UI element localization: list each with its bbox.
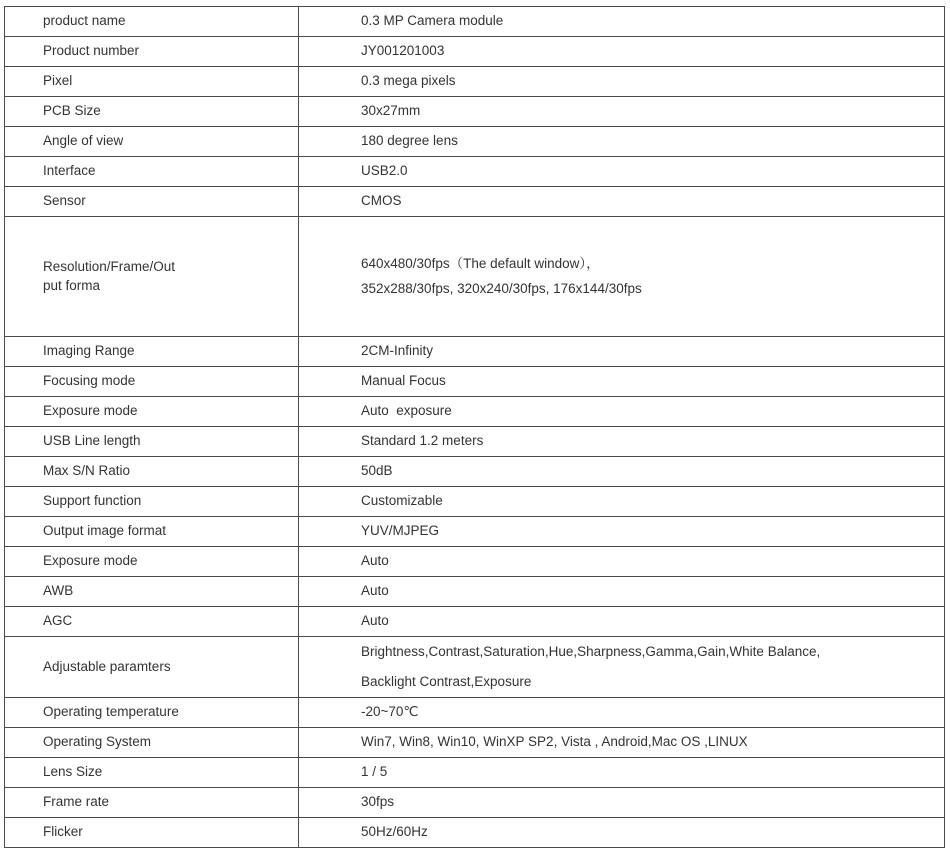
spec-label-line: put forma <box>43 277 101 293</box>
spec-value: Win7, Win8, Win10, WinXP SP2, Vista , Android,Mac OS ,LINUX <box>299 728 945 758</box>
spec-value: Standard 1.2 meters <box>299 427 945 457</box>
spec-value: 2CM-Infinity <box>299 337 945 367</box>
spec-label: USB Line length <box>5 427 299 457</box>
spec-label: Adjustable paramters <box>5 637 299 698</box>
spec-label: Product number <box>5 37 299 67</box>
spec-label: Exposure mode <box>5 397 299 427</box>
spec-value: Auto <box>299 547 945 577</box>
spec-label <box>5 217 299 337</box>
table-row <box>5 127 945 157</box>
spec-value: Auto <box>299 607 945 637</box>
spec-label: PCB Size <box>5 97 299 127</box>
spec-value: Customizable <box>299 487 945 517</box>
spec-label: Lens Size <box>5 758 299 788</box>
spec-label: AGC <box>5 607 299 637</box>
spec-value: CMOS <box>299 187 945 217</box>
spec-label: Pixel <box>5 67 299 97</box>
spec-label-line: Resolution/Frame/Out <box>43 259 176 275</box>
spec-value: USB2.0 <box>299 157 945 187</box>
spec-label: Interface <box>5 157 299 187</box>
table-row <box>5 788 945 818</box>
spec-value: Auto <box>299 577 945 607</box>
spec-value: 0.3 MP Camera module <box>299 7 945 37</box>
table-row <box>5 577 945 607</box>
spec-value-line: Brightness,Contrast,Saturation,Hue,Sharpness,Gamma,Gain,White Balance, <box>361 644 821 659</box>
spec-label: Imaging Range <box>5 337 299 367</box>
spec-label: Operating temperature <box>5 698 299 728</box>
table-row <box>5 517 945 547</box>
table-row <box>5 367 945 397</box>
table-row <box>5 818 945 848</box>
table-row <box>5 728 945 758</box>
spec-value <box>299 217 945 337</box>
spec-label: Max S/N Ratio <box>5 457 299 487</box>
table-row <box>5 487 945 517</box>
table-row <box>5 67 945 97</box>
spec-value: Manual Focus <box>299 367 945 397</box>
table-row <box>5 157 945 187</box>
spec-value: 180 degree lens <box>299 127 945 157</box>
table-row <box>5 397 945 427</box>
spec-value-line: Backlight Contrast,Exposure <box>361 674 532 689</box>
spec-table <box>4 6 945 848</box>
spec-value: 0.3 mega pixels <box>299 67 945 97</box>
table-row <box>5 337 945 367</box>
table-row <box>5 217 945 337</box>
table-row <box>5 547 945 577</box>
spec-label: Operating System <box>5 728 299 758</box>
spec-label: Output image format <box>5 517 299 547</box>
table-row <box>5 698 945 728</box>
spec-label: product name <box>5 7 299 37</box>
spec-label: Flicker <box>5 818 299 848</box>
spec-value: JY001201003 <box>299 37 945 67</box>
spec-value: -20~70℃ <box>299 698 945 728</box>
spec-value: Auto exposure <box>299 397 945 427</box>
table-row <box>5 427 945 457</box>
spec-value-line: 640x480/30fps（The default window）， <box>361 256 600 272</box>
spec-value: YUV/MJPEG <box>299 517 945 547</box>
spec-label: AWB <box>5 577 299 607</box>
table-row <box>5 187 945 217</box>
spec-value: 50Hz/60Hz <box>299 818 945 848</box>
table-row <box>5 637 945 698</box>
table-row <box>5 758 945 788</box>
spec-value <box>299 637 945 698</box>
spec-label: Frame rate <box>5 788 299 818</box>
spec-value: 30fps <box>299 788 945 818</box>
table-row <box>5 7 945 37</box>
spec-value: 30x27mm <box>299 97 945 127</box>
table-row <box>5 607 945 637</box>
spec-label: Sensor <box>5 187 299 217</box>
spec-label: Focusing mode <box>5 367 299 397</box>
table-row <box>5 37 945 67</box>
table-row <box>5 457 945 487</box>
spec-label: Exposure mode <box>5 547 299 577</box>
spec-label: Angle of view <box>5 127 299 157</box>
table-row <box>5 97 945 127</box>
spec-value: 1 / 5 <box>299 758 945 788</box>
spec-value-line: 352x288/30fps, 320x240/30fps, 176x144/30fps <box>361 280 642 296</box>
spec-label: Support function <box>5 487 299 517</box>
spec-value: 50dB <box>299 457 945 487</box>
